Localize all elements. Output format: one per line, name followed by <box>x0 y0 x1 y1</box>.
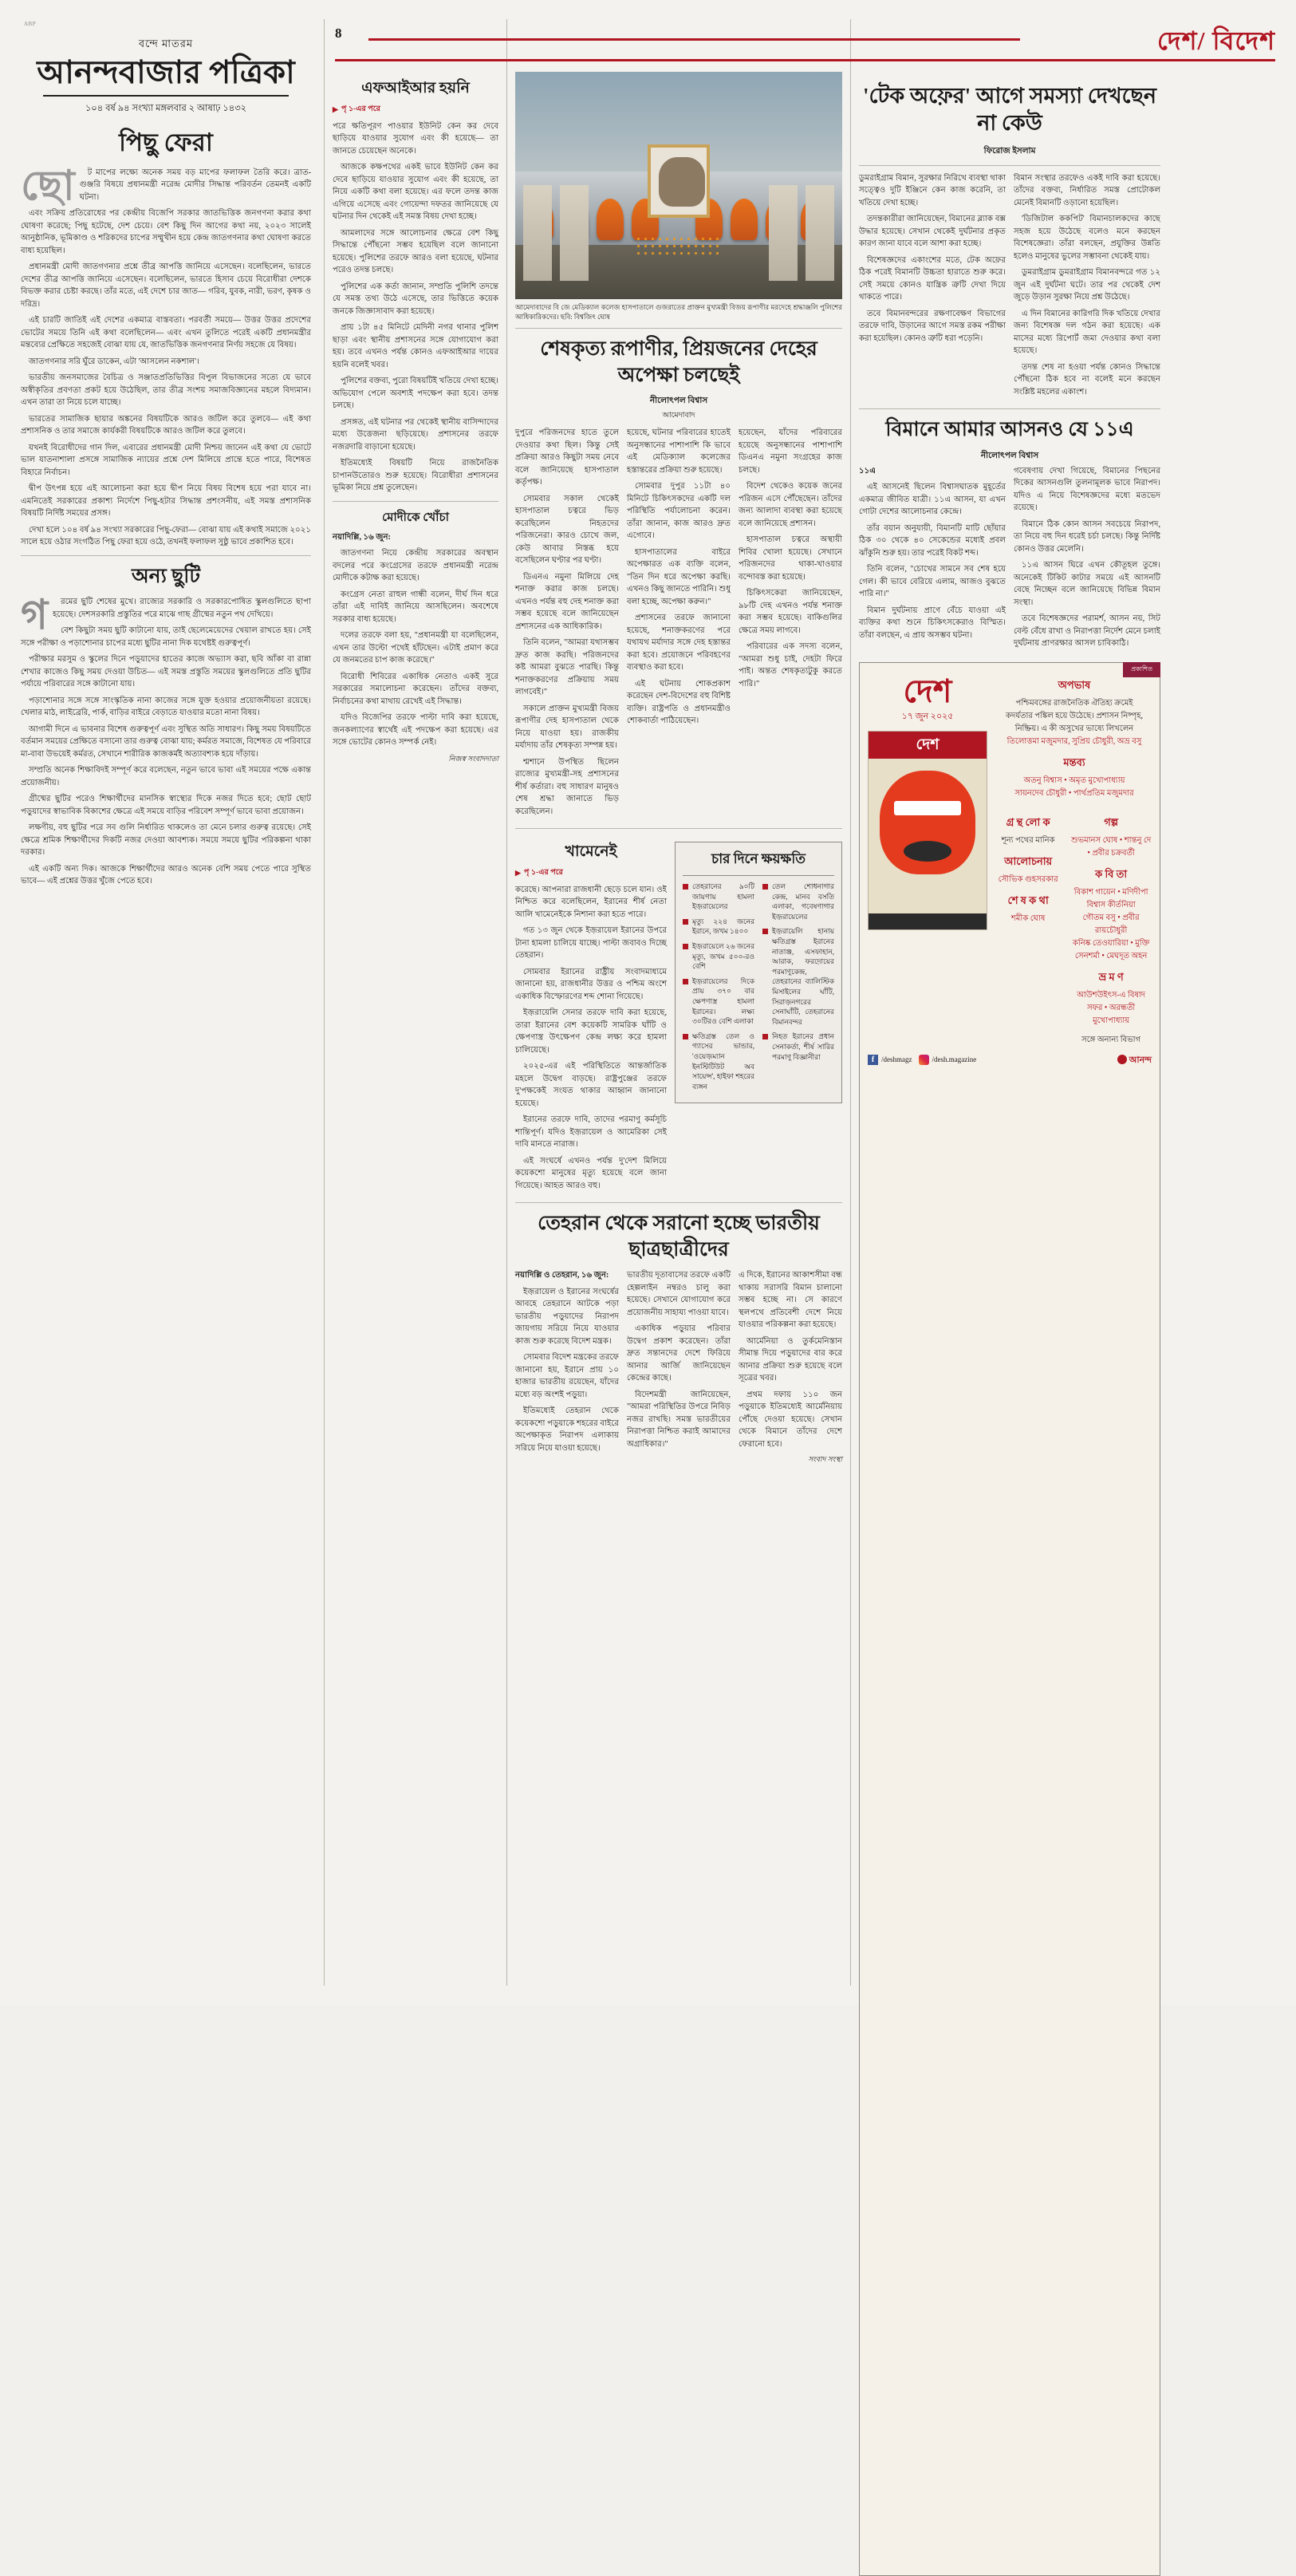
ad-section-title: শে ষ ক থা <box>1007 894 1049 906</box>
tehran-byline <box>515 1269 619 1282</box>
main-story-title: শেষকৃত্য রূপাণীর, প্রিয়জনের দেহের অপেক্ষা চলছেই <box>540 338 817 386</box>
news-photo <box>515 72 842 299</box>
seat-paragraph: তাঁর বয়ান অনুযায়ী, বিমানটি মাটি ছোঁয়ার ঠিক ৩০ থেকে ৪০ সেকেন্ডের মধ্যেই প্রবল ঝাঁকুনি শুরু হয়। তার পরেই বিকট শব্দ। <box>859 523 1006 558</box>
masthead-logo: আনন্দবাজার পত্রিকা <box>37 54 295 90</box>
khamenei-band <box>515 835 842 1196</box>
editorial-paragraph: দ্বীপ উৎপন্ন হয়ে এই আলোচনা করা হয়ে দ্বীপ নিয়ে বিষয় বিশেষ হয়ে পরা যাবে না। এমনিতেই সরকারের প্রকাশ্য নির্দেশে পিছু-হটার সিদ্ধান্ত প্রশংসনীয়, এই সমস্ত প্রশাসনিক বিষয়টি নির্দিষ্ট সময়ের প্রসঙ্গ। <box>21 484 311 519</box>
ad-right <box>997 671 1152 1047</box>
facebook-handle: /deshmagz <box>881 1055 912 1064</box>
editorial-paragraph: যখনই বিরোধীদের গান দিল, এবারের প্রধানমন্ত্রী মোদী নিশ্চয় জানেন এই কথা যে ভোটে ভাল যাতনাশালা প্রসঙ্গে সামাজিক ন্যায়ের প্রশ্নে দেশ মিলিয়ে প্রান্তে হতে পারে, বিশেষত বিহারে নির্বাচন। <box>21 443 311 477</box>
seat-paragraph: তিনি বলেন, "চোখের সামনে সব শেষ হয়ে গেল। কী ভাবে বেরিয়ে এলাম, আজও বুঝতে পারি না।" <box>859 565 1006 598</box>
damage-item: নিহত ইরানের প্রধান সেনাকর্তা, শীর্ষ সারির পরমাণু বিজ্ঞানীরা <box>762 1032 834 1062</box>
masthead <box>21 19 311 116</box>
editorial-paragraph: এবং সক্রিয় প্রতিরোধের পর কেন্দ্রীয় বিজেপি সরকার জাতভিত্তিক জনগণনা করার কথা ঘোষণা করেছে; পিছু হটেছে, দেশ চেয়ে। বেশ কিছু দিন আগের কথা নয়, ২০২৩ সালেই আনুষ্ঠানিক, ভূমিকাণ্ড ও শরিকদের চাপের সম্মুখীন হয়ে কেন্দ্র জাতগণনার কথা ঘোষণা করতে বাধ্য হয়েছিল। <box>21 209 311 255</box>
tehran-col <box>515 1269 619 1466</box>
second-editorial-paragraph: রমের ছুটি শেষের মুখে। রাজ্যের সরকারি ও সরকারপোষিত স্কুলগুলিতে ছাপা হয়েছে। দেশসরকারি প্রস্তুতির পরে মাঝে গাছ গ্রীষ্মের নতুন পথ দেখিয়ে। <box>53 598 311 619</box>
damage-item: মৃত্যু ২২৪ জনের ইরানে, জখম ১৪০০ <box>683 917 754 937</box>
facebook-icon: f <box>868 1055 878 1065</box>
damage-item: ইজ়রায়েলে ২৬ জনের মৃত্যু, জখম ৫০০-রও বেশি <box>683 941 754 972</box>
triangle-icon: ▶ <box>515 868 521 877</box>
photo-turban <box>597 199 624 240</box>
main-story-col <box>515 427 619 822</box>
main-paragraph: তিনি বলেন, "আমরা যথাসম্ভব দ্রুত কাজ করছি। পরিজনদের কষ্ট আমরা বুঝতে পারছি। কিন্তু শনাক্তকরণের প্রক্রিয়ায় সময় লাগবেই।" <box>515 638 619 697</box>
fir-paragraph: আজকে কক্ষপথের একই ভাবে ইউনিট কেন কর দেবে ছাড়িয়ে যাওয়ার সুযোগ এবং কী হয়েছে, তা নিয়ে একটি কথা বলা হয়েছে। এর ফলে তদন্ত কাজ এগিয়ে এসেছে এবং গোয়েন্দা দফতর জানিয়েছে যে ঘটনার দিন থেকেই এই সমস্ত বিষয় দেখা হচ্ছে। <box>333 163 498 222</box>
ad-two-col <box>997 808 1152 1047</box>
column-divider <box>506 19 507 1986</box>
fir-paragraph: প্রসঙ্গত, এই ঘটনার পর থেকেই স্থানীয় বাসিন্দাদের মধ্যে উত্তেজনা ছড়িয়েছে। প্রশাসনের তরফে নজরদারি বাড়ানো হয়েছে। <box>333 417 498 452</box>
corner-code: ABP <box>24 21 37 27</box>
ad-line: অতনু বিশ্বাস • অমৃত মুখোপাধ্যায় <box>1023 775 1125 785</box>
seat-paragraph: বিমান দুর্ঘটনায় প্রাণে বেঁচে যাওয়া এই ব্যক্তির কথা শুনে চিকিৎসকেরাও বিস্মিত। তাঁরা বলছেন, এ প্রায় অসম্ভব ঘটনা। <box>859 606 1006 640</box>
main-paragraph: ডিএনএ নমুনা মিলিয়ে দেহ শনাক্ত করার কাজ চলছে। এখনও পর্যন্ত বহু দেহ শনাক্ত করা সম্ভব হয়েছে বলে জানিয়েছেন প্রশাসনের এক আধিকারিক। <box>515 572 619 631</box>
right-column <box>859 19 1160 1986</box>
main-paragraph: চিকিৎসকেরা জানিয়েছেন, ৯৮টি দেহ এখনও পর্যন্ত শনাক্ত করা সম্ভব হয়েছে। বাকিগুলির ক্ষেত্রে সময় লাগবে। <box>739 589 842 635</box>
desh-advertisement[interactable] <box>859 662 1160 2576</box>
masthead-issue: ১০৪ বর্ষ ৯৪ সংখ্যা মঙ্গলবার ২ আষাঢ় ১৪৩২ <box>85 104 247 113</box>
second-editorial-title: অন্য ছুটি <box>132 565 200 587</box>
modi-paragraph: বিরোধী শিবিরের একাধিক নেতাও একই সুরে সরকারের সমালোচনা করেছেন। তাঁদের বক্তব্য, নির্বাচনের কথা মাথায় রেখেই এই সিদ্ধান্ত। <box>333 672 498 706</box>
main-paragraph: বিদেশ থেকেও কয়েক জনের পরিজন এসে পৌঁছেছেন। তাঁদের জন্য আলাদা ব্যবস্থা করা হয়েছে বলে জানিয়েছে প্রশাসন। <box>739 482 842 528</box>
second-editorial-paragraph: বেশ কিছুটা সময় ছুটি কাটানো যায়, তাই ছেলেমেয়েদের খেয়াল রাখতে হয়। সেই সঙ্গে পরীক্ষা ও পড়াশোনার চাপের মধ্যে ছুটির নানা দিক যথেষ্টই গুরুত্বপূর্ণ। <box>21 626 311 648</box>
ad-cover-footer <box>869 913 987 929</box>
khamenei-body <box>515 884 667 1193</box>
khamenei-paragraph: গত ১৩ জুন থেকে ইজ়রায়েল ইরানের উপরে টানা হামলা চালিয়ে যাচ্ছে। পাল্টা জবাবও দিচ্ছে তেহরান। <box>515 926 667 961</box>
second-editorial-paragraph: এই একটি অন্য দিক। আজকে শিক্ষার্থীদের আরও অনেক বেশি সময় পেতে পারে সুস্থিত ভাবে— এই প্রশ্নের উত্তর খুঁজে পেতে হবে। <box>21 864 311 886</box>
ad-line: সঙ্গে অনান্য বিভাগ <box>1081 1035 1141 1044</box>
main-paragraph: হাসপাতালের বাইরে অপেক্ষারত এক ব্যক্তি বলেন, "তিন দিন ধরে অপেক্ষা করছি। এখনও কিছু জানতে পারিনি। শুধু বলা হচ্ছে, অপেক্ষা করুন।" <box>627 547 731 606</box>
ad-col-right <box>1070 808 1152 1047</box>
abp-brand <box>1117 1055 1152 1065</box>
modi-source: নিজস্ব সংবাদদাতা <box>448 754 498 763</box>
editorial-paragraph: জাতগণনার সরি ঘুঁরে ডাকেন, এটা 'আসলেন নকশাল'। <box>29 357 199 366</box>
editorial-dropcap: ছো <box>21 163 75 209</box>
tech-offer-col <box>1014 172 1160 403</box>
seat-paragraph: গবেষণায় দেখা গিয়েছে, বিমানের পিছনের দিকের আসনগুলি তুলনামূলক ভাবে নিরাপদ। যদিও এ নিয়ে বিশেষজ্ঞদের মধ্যে মতভেদ রয়েছে। <box>1014 466 1160 512</box>
instagram-link[interactable] <box>919 1055 977 1065</box>
tech-paragraph: বিমান সংস্থার তরফেও একই দাবি করা হয়েছে। তাঁদের বক্তব্য, নির্ধারিত সমস্ত প্রোটোকল মেনেই বিমানটি ওড়ানো হয়েছিল। <box>1014 173 1160 207</box>
main-story-col <box>739 427 842 822</box>
tehran-paragraph: সোমবার বিদেশ মন্ত্রকের তরফে জানানো হয়, ইরানে প্রায় ১০ হাজার ভারতীয় রয়েছেন, যাঁদের মধ্যে বড় অংশই পড়ুয়া। <box>515 1353 619 1399</box>
ad-line: কদর্যতার পঙ্কিল হয়ে উঠেছে। প্রশাসন নিষ্পৃহ, <box>1005 711 1144 720</box>
photo-guard <box>806 185 834 281</box>
fir-paragraph: পুলিশের বক্তব্য, পুরো বিষয়টিই খতিয়ে দেখা হচ্ছে। অভিযোগ পেলে অবশ্যই পদক্ষেপ করা হবে। তদন্ত চলছে। <box>333 377 498 411</box>
editorial-column <box>21 19 316 1986</box>
ad-section-title: গল্প <box>1104 815 1119 828</box>
ad-section-title: গ্ৰ ন্থ লো ক <box>1006 815 1050 828</box>
ad-line: আউশউইৎস-এ বিষাদ সফর • অরন্ধতী মুখোপাধ্যায় <box>1077 990 1146 1025</box>
ad-cover-face <box>880 771 975 874</box>
tech-paragraph: এ দিন বিমানের কারিগরি দিক খতিয়ে দেখার জন্য বিশেষজ্ঞ দল গঠন করা হয়েছে। এক মাসের মধ্যে রিপোর্ট জমা দেওয়ার কথা বলা হয়েছে। <box>1014 309 1160 355</box>
khamenei-paragraph: ২০২৫-এর এই পরিস্থিতিতে আন্তর্জাতিক মহলে উদ্বেগ বাড়ছে। রাষ্ট্রপুঞ্জের তরফে দু'পক্ষকেই সংযত থাকার আহ্বান জানানো হয়েছে। <box>515 1062 667 1108</box>
tehran-source: সংবাদ সংস্থা <box>808 1455 842 1464</box>
triangle-icon: ▶ <box>333 105 338 113</box>
ad-footer <box>868 1055 1152 1065</box>
column-divider <box>324 19 325 1986</box>
second-editorial-paragraph: আগামী দিনে এ ভাবনার বিশেষ গুরুত্বপূর্ণ এবং সুস্থিত অতি সাধারণ। কিছু সময় বিষয়টিতে বর্তমান সময়ের প্রেক্ষিতে বসানো তার গুরুত্ব বোঝা যায়; কর্মরত সমাজে, বিশেষত যে পরিবারে মা-বাবা উভয়েই কর্মরত, সেখানে শারীরিক কাজকর্মই অত্যাবশ্যক হয়ে দাঁড়ায়। <box>21 724 312 759</box>
seat-title: বিমানে আমার আসনও যে ১১এ <box>885 419 1134 440</box>
seat-paragraph: এই আসনেই ছিলেন বিশ্বাসঘাতক মুহূর্তের একমাত্র জীবিত যাত্রী। ১১এ আসন, যা এখন গোটা দেশের আলোচনার কেন্দ্রে। <box>859 483 1006 516</box>
tehran-paragraph: এ দিকে, ইরানের আকাশসীমা বন্ধ থাকায় সরাসরি বিমান চালানো সম্ভব হচ্ছে না। সে কারণে স্থলপথে প্রতিবেশী দেশে নিয়ে যাওয়ার পরিকল্পনা করা হয়েছে। <box>739 1271 842 1330</box>
divider <box>515 1202 842 1203</box>
ad-line: শুভমানস ঘোষ • শান্তনু দে • প্রবীর চক্রবর্তী <box>1071 835 1152 858</box>
tech-paragraph: তদন্তকারীরা জানিয়েছেন, বিমানের ব্ল্যাক বক্স উদ্ধার হয়েছে। সেখান থেকেই দুর্ঘটনার প্রকৃত কারণ জানা যাবে বলে আশা করা হচ্ছে। <box>859 215 1006 248</box>
modi-body <box>333 531 498 749</box>
editorial-paragraph: ভারতীয় জনসমাজের বৈচিত্র ও সঞ্জাতপ্রতিভিত্তির বিপুল বিভাজনের সত্যে যে ভাবে অস্বীকৃতির প্রবণতা প্রকট হয়ে উঠেছিল, তার তীব্র সংশয় সমাজবিজ্ঞানের মহলে বিদ্যমান। এখন তারা তা নিয়ে চলে যাচ্ছে। <box>21 373 311 408</box>
main-paragraph: সোমবার দুপুর ১১টা ৪০ মিনিটে চিকিৎসকদের একটি দল পরিস্থিতি পর্যালোচনা করেন। তাঁরা জানান, কাজ আরও দ্রুত এগোবে। <box>627 482 731 541</box>
photo-guard <box>523 185 552 281</box>
tehran-paragraph: একাধিক পড়ুয়ার পরিবার উদ্বেগ প্রকাশ করেছেন। তাঁরা দ্রুত সন্তানদের দেশে ফিরিয়ে আনার আর্জি জানিয়েছেন কেন্দ্রের কাছে। <box>627 1324 731 1383</box>
ad-section-title: অপভাষ <box>1058 678 1091 691</box>
fir-paragraph: ইতিমধ্যেই বিষয়টি নিয়ে রাজনৈতিক চাপানউতোরও শুরু হয়েছে। বিরোধীরা প্রশাসনের ভূমিকা নিয়ে প্রশ্ন তুলেছেন। <box>333 459 498 493</box>
tech-paragraph: 'ডিজিটাল ককপিট' বিমানচালকদের কাছে সহজ হয়ে উঠেছে বলেও মনে করছেন বিশেষজ্ঞেরা। তাঁরা বলছেন, প্রযুক্তির উন্নতি হলেও মানুষের ভুলের সম্ভাবনা থেকেই যায়। <box>1014 215 1160 261</box>
second-editorial-paragraph: পরীক্ষার মরসুম ও স্কুলের দিনে পড়ুয়াদের হাতের কাজে অভ্যাস করা, ছবি আঁকা বা রান্না শেখার কাজেও কিছু সময় দেওয়া উচিত— এই সমস্ত প্রস্তুতি সময়ের স্কুলগুলিতে প্রতি ছুটির পর্যায়ে পরিবারের সঙ্গে কাটানো যায়। <box>21 655 311 689</box>
editorial-body <box>21 163 311 549</box>
modi-byline-text: নয়াদিল্লি, ১৬ জুন: <box>333 532 391 542</box>
facebook-link[interactable] <box>868 1055 912 1065</box>
main-paragraph: এই ঘটনায় শোকপ্রকাশ করেছেন দেশ-বিদেশের বহু বিশিষ্ট ব্যক্তি। রাষ্ট্রপতি ও প্রধানমন্ত্রীও শোকবার্তা পাঠিয়েছেন। <box>627 679 731 726</box>
tehran-paragraph: প্রথম দফায় ১১০ জন পড়ুয়াকে ইতিমধ্যেই আর্মেনিয়ায় পৌঁছে দেওয়া হয়েছে। সেখান থেকে বিমানে তাঁদের দেশে ফেরানো হবে। <box>739 1390 842 1449</box>
ad-line: নিষ্ক্রিয়। এ কী অসুখের ভাষ্যে লিখলেন <box>1014 724 1134 733</box>
ad-ribbon: প্রকাশিত <box>1123 662 1160 677</box>
tehran-col <box>739 1269 842 1466</box>
page-number: 8 <box>335 26 342 41</box>
ad-cover-masthead: দেশ <box>869 732 987 759</box>
main-column <box>515 19 842 1986</box>
ad-section-title: আলোচনায় <box>1004 854 1053 867</box>
seat-paragraph: বিমানে ঠিক কোন আসন সবচেয়ে নিরাপদ, তা নিয়ে বহু দিন ধরেই চর্চা চলছে। কিন্তু নির্দিষ্ট কোনও উত্তর মেলেনি। <box>1014 519 1160 554</box>
khamenei-title: খামেনেই <box>565 843 617 861</box>
tech-paragraph: তদন্ত শেষ না হওয়া পর্যন্ত কোনও সিদ্ধান্তে পৌঁছনো ঠিক হবে না বলেই মনে করছেন সংশ্লিষ্ট মহলের একাংশ। <box>1014 362 1160 396</box>
seat-columns <box>859 465 1160 654</box>
main-paragraph: হাসপাতাল চত্বরে অস্থায়ী শিবির খোলা হয়েছে। সেখানে পরিজনদের থাকা-খাওয়ার বন্দোবস্ত করা হয়েছে। <box>739 535 842 582</box>
seat-loc <box>859 465 1006 478</box>
second-editorial-dropcap: গ <box>21 593 49 639</box>
divider <box>515 828 842 829</box>
tech-offer-title: 'টেক অফ়ের' আগে সমস্যা দেখছেন না কেউ <box>863 84 1156 135</box>
fir-title: এফআইআর হয়নি <box>361 80 470 97</box>
editorial-paragraph: এই চারটি জাতিই এই দেশের একমাত্র বাস্তবতা। পরবর্তী সময়ে— উত্তর উত্তর প্রদেশের ভোটের সময়ে তিনি এই কথা বলেছিলেন— এবং এখন তুলিতে পরেই একটি প্রধানমন্ত্রীর মন্তব্যের প্রেক্ষিতে সহজেই বোঝা যায় যে, জাতভিত্তিক জনগণনার নির্ণয় সহজে যে বিষয়। <box>21 316 311 350</box>
tech-paragraph: ডুমরাইগ্রাম ডুমরাইগ্রাম বিমানবন্দরে গত ১২ জুন এই দুর্ঘটনা ঘটে। তার পর থেকেই দেশ জুড়ে উড়ান সুরক্ষা নিয়ে প্রশ্ন উঠেছে। <box>1014 268 1160 302</box>
modi-paragraph: দলের তরফে বলা হয়, "প্রধানমন্ত্রী যা বলেছিলেন, এখন তার উল্টো পথেই হাঁটছেন। এটাই প্রমাণ করে যে জনমতের চাপ কাজ করেছে।" <box>333 631 498 665</box>
editorial-paragraph: প্রধানমন্ত্রী মোদী জাতগণনার প্রশ্নে তীব্র আপত্তি জানিয়ে এসেছেন। বলেছিলেন, ভারতে দেশের তীব্র আপত্তি জানিয়ে এসেছেন। বলেছিলেন, ভারতে হিসাব চেয়ে বিরোধীরা দেশকে বিভক্ত করার চেষ্টা করছে। তাঁর মতে, এই দেশে চার জাত— গরিব, যুবক, নারী, ভরণ, কৃষক ও দরিদ্র। <box>21 262 311 309</box>
fir-jump <box>333 104 498 116</box>
damage-box-bullets <box>683 882 834 1096</box>
ad-section-title: ক বি তা <box>1095 867 1128 880</box>
tehran-columns <box>515 1269 842 1466</box>
khamenei-column <box>515 835 667 1196</box>
masthead-bande: বন্দে মাতরম <box>138 37 194 49</box>
editorial-paragraph: ভারতের সামাজিক ছায়ার অঙ্কনের বিষয়টিকে আরও জটিল করে তুলবে— এই কথা প্রশাসনিক ও তার সমাজে কার্যকরী বিষয়টিকে আরও জটিল করে তুলবে। <box>21 414 311 436</box>
tech-paragraph: ডুমরাইগ্রাম বিমান, সুরক্ষার নিরিখে ব্যবস্থা থাকা সত্ত্বেও দুটি ইঞ্জিনে কেন কাজ করেনি, তা খতিয়ে দেখা হচ্ছে। <box>859 173 1006 207</box>
fir-paragraph: পরে ক্ষতিপূরণ পাওয়ার ইউনিট কেন কর দেবে ছাড়িয়ে যাওয়ার সুযোগ এবং কী হয়েছে— তা জানতে চেয়েছেন অনেকে। <box>333 121 498 156</box>
main-paragraph: প্রশাসনের তরফে জানানো হয়েছে, শনাক্তকরণের পরে যথাযথ মর্যাদার সঙ্গে দেহ হস্তান্তর করা হবে। প্রয়োজনে পরিবহণের ব্যবস্থাও করা হবে। <box>627 613 731 673</box>
fir-paragraph: আমলাদের সঙ্গে আলোচনার ক্ষেত্রে বেশ কিছু সিদ্ধান্তে পৌঁছনো সম্ভব হয়েছিল বলে জানানো হয়েছে। পুলিশের তরফে আরও বলা হয়েছে, ঘটনার পরেও তদন্ত চলছে। <box>333 228 498 275</box>
ad-line: শমীক ঘোষ <box>1010 913 1046 923</box>
editorial-paragraph: দেখা হলে ১০৪ বর্ষ ৯৪ সংখ্যা সরকারের পিছু-ফেরা— বোঝা যায় এই কথাই সমাজে ২০২১ সালে হয়ে ওঠার সংগঠিত পিছু ফেরা হয়ে ওঠে, তখনই ফলাফল সুষ্ঠু ভাবে প্রকাশিত হবে। <box>21 525 311 547</box>
damage-box <box>675 842 842 1103</box>
main-story-col <box>627 427 731 822</box>
ad-date: ১৭ জুন ২০২৫ <box>901 711 954 721</box>
damage-box-title: চার দিনে ক্ষয়ক্ষতি <box>683 849 834 876</box>
ad-section-title: মন্তব্য <box>1063 755 1085 768</box>
damage-item: ইজ়রায়েলি হানায় ক্ষতিগ্রস্ত ইরানের নাতাঞ্জ, এসফাহান, আরাক, ফরদ়োয়ের পরমাণুকেন্দ্র, তেহরানের ব্যালিস্টিক মিসাইলের ঘাঁটি, সিরাজ়নগরের সেনাঘাঁটি, তেহরানের বিমানবন্দর <box>762 926 834 1027</box>
tech-paragraph: তবে বিমানবন্দরের রক্ষণাবেক্ষণ বিভাগের তরফে দাবি, উড়ানের আগে সমস্ত রকম পরীক্ষা করা হয়েছিল। কোনও ত্রুটি ধরা পড়েনি। <box>859 309 1006 343</box>
ad-col-left <box>997 808 1059 1047</box>
divider <box>515 328 842 329</box>
khamenei-paragraph: ইরানের তরফে দাবি, তাদের পরমাণু কর্মসূচি শান্তিপূর্ণ। যদিও ইজ়রায়েল ও আমেরিকা সেই দাবি মানতে নারাজ। <box>515 1115 667 1150</box>
ad-line: গৌতম বসু • প্রবীর রায়চৌধুরী <box>1082 913 1140 935</box>
main-paragraph: পরিবারের এক সদস্য বলেন, "আমরা শুধু চাই, দেহটা ফিরে পাই। অন্তত শেষকৃত্যটুকু করতে পারি।" <box>739 642 842 688</box>
masthead-rule <box>43 95 289 97</box>
tehran-paragraph: ভারতীয় দূতাবাসের তরফে একটি হেল্পলাইন নম্বরও চালু করা হয়েছে। সেখানে যোগাযোগ করে প্রয়োজনীয় সাহায্য পাওয়া যাবে। <box>627 1271 731 1317</box>
main-paragraph: শ্মশানে উপস্থিত ছিলেন রাজ্যের মুখ্যমন্ত্রী-সহ প্রশাসনের শীর্ষ কর্তারা। বহু সাধারণ মানুষও শেষ শ্রদ্ধা জানাতে ভিড় করেছিলেন। <box>515 757 619 816</box>
ad-line: তিলোত্তমা মজুমদার, সুপ্রিয় চৌধুরী, অভ্র বসু <box>1006 736 1142 746</box>
khamenei-jump-label: পৃ ১-এর পরে <box>523 867 563 877</box>
section-title: দেশ/ বিদেশ <box>1156 26 1275 55</box>
ad-body <box>868 671 1152 1047</box>
main-story-location: আমেদাবাদ <box>662 412 695 420</box>
divider <box>21 555 311 556</box>
second-editorial-body <box>21 593 312 888</box>
tehran-col <box>627 1269 731 1466</box>
tehran-paragraph: ইতিমধ্যেই তেহরান থেকে কয়েকশো পড়ুয়াকে শহরের বাইরে অপেক্ষাকৃত নিরাপদ এলাকায় সরিয়ে নিয়ে যাওয়া হয়েছে। <box>515 1406 619 1453</box>
seat-col <box>1014 465 1160 654</box>
photo-garland <box>635 235 723 256</box>
fir-jump-label: পৃ ১-এর পরে <box>341 104 380 113</box>
modi-paragraph: যদিও বিজেপির তরফে পাল্টা দাবি করা হয়েছে, জনকল্যাণের স্বার্থেই এই পদক্ষেপ করা হয়েছে। এর সঙ্গে ভোটের কোনও সম্পর্ক নেই। <box>333 713 498 748</box>
seat-paragraph: তবে বিশেষজ্ঞদের পরামর্শ, আসন নয়, সিট বেল্ট বেঁধে রাখা ও নিরাপত্তা নির্দেশ মেনে চলাই দুর্ঘটনায় প্রাণরক্ষার আসল চাবিকাঠি। <box>1014 614 1160 648</box>
page-layout <box>21 19 1275 1986</box>
ad-cover-image <box>868 731 987 930</box>
ad-left <box>868 671 987 1047</box>
modi-paragraph: কংগ্রেস নেতা রাহুল গান্ধী বলেন, দীর্ঘ দিন ধরে তাঁরা এই দাবিই জানিয়ে আসছিলেন। অবশেষে সরকার বাধ্য হয়েছে। <box>333 590 498 624</box>
main-paragraph: সকালে প্রাক্তন মুখ্যমন্ত্রী বিজয় রূপাণীর দেহ হাসপাতাল থেকে নিয়ে যাওয়া হয়। রাজকীয় মর্যাদায় তাঁর শেষকৃত্য সম্পন্ন হয়। <box>515 704 619 751</box>
tehran-paragraph: আর্মেনিয়া ও তুর্কমেনিস্তান সীমান্ত দিয়ে পড়ুয়াদের বার করে আনার প্রক্রিয়া শুরু হয়েছে বলে সূত্রের খবর। <box>739 1336 842 1383</box>
ad-section-title: ভ্র ম ণ <box>1098 970 1124 983</box>
main-paragraph: দুপুরে পরিজনদের হাতে তুলে দেওয়ার কথা ছিল। কিন্তু সেই প্রক্রিয়া আরও কিছুটা সময় নেবে বলে জানিয়েছে হাসপাতাল কর্তৃপক্ষ। <box>515 428 619 487</box>
seat-loc-text: ১১এ <box>859 466 876 475</box>
main-paragraph: সোমবার সকাল থেকেই হাসপাতাল চত্বরে ভিড় করেছিলেন নিহতদের পরিজনেরা। কারও চোখে জল, কেউ আবার নিস্তব্ধ হয়ে বসেছিলেন ঘণ্টার পর ঘণ্টা। <box>515 494 619 566</box>
photo-caption: আমেদাবাদের বি জে মেডিক্যাল কলেজ হাসপাতালে গুজরাতের প্রাক্তন মুখ্যমন্ত্রী বিজয় রূপাণীর মরদেহে শ্রদ্ধাঞ্জলি পুলিশের আধিকারিকদের। ছবি: বিশ্বজিৎ ঘোষ <box>515 303 842 322</box>
main-story-columns <box>515 427 842 822</box>
damage-list-right <box>762 882 834 1096</box>
khamenei-jump <box>515 867 667 879</box>
main-story-byline: নীলোৎপল বিশ্বাস <box>649 396 708 406</box>
instagram-icon <box>919 1055 929 1065</box>
seat-col <box>859 465 1006 654</box>
tech-offer-col <box>859 172 1006 403</box>
main-paragraph: হয়েছে, ঘটনার পরিবারের হাতেই অনুসন্ধানের পাশাপাশি কি ভাবে এই মেডিক্যাল কলেজের হস্তান্তরের প্রক্রিয়া শুরু হয়েছে। <box>627 428 731 475</box>
second-editorial-paragraph: সম্প্রতি অনেক শিক্ষাবিদই সম্পূর্ণ করে বলেছেন, নতুন ভাবে ভাবা এই সময়ের পক্ষে একান্ত প্রয়োজনীয়। <box>21 766 311 787</box>
ad-line: বিকাশ গায়েন • মণিদীপা বিশ্বাস কীর্তনিয়া <box>1073 887 1148 909</box>
tehran-title: তেহরান থেকে সরানো হচ্ছে ভারতীয় ছাত্রছাত্রীদের <box>538 1213 820 1260</box>
damage-list-left <box>683 882 754 1096</box>
seat-paragraph: ১১এ আসন ঘিরে এখন কৌতূহল তুঙ্গে। অনেকেই টিকিট কাটার সময়ে এই আসনটি বেছে নিচ্ছেন বলে জানিয়েছে বিভিন্ন বিমান সংস্থা। <box>1014 561 1160 607</box>
ad-line: পশ্চিমবঙ্গের রাজনৈতিক ঐতিহ্য ক্রমেই <box>1015 698 1133 708</box>
second-editorial-paragraph: গ্রীষ্মের ছুটির পরেও শিক্ষার্থীদের মানসিক স্বাস্থ্যের দিকে নজর দিতে হবে; ছোট ছোট পড়ুয়াদের স্বাভাবিক বিকাশের ক্ষেত্রে এই সময়ে বাড়ির পরিবেশ সম্পূর্ণ ভাবে ভাবা প্রয়োজন। <box>21 795 311 816</box>
column-divider <box>850 19 851 1986</box>
editorial-paragraph: ট মাপের লক্ষ্যে অনেক সময় বড় মাপের ফলাফল তৈরি করে। ত্রাত-গুঞ্জরি বিষয়ে প্রধানমন্ত্রী নরেন্দ্র মোদীর সিদ্ধান্ত পরিবর্তন তেমনই একটি ঘটনা। <box>79 168 311 202</box>
ad-line: শূন্য পথের মানিক <box>1001 835 1055 845</box>
fir-body <box>333 120 498 495</box>
fir-column <box>333 19 498 1986</box>
khamenei-paragraph: করেছে। আপনারা রাজধানী ছেড়ে চলে যান। ওই নিশ্চিত করে বলেছিলেন, ইরানের শীর্ষ নেতা আলি খামেনেইকে নিশানা করা হতে পারে। <box>515 885 667 919</box>
tehran-byline-text: নয়াদিল্লি ও তেহরান, ১৬ জুন: <box>515 1271 609 1280</box>
modi-title: মোদীকে খোঁচা <box>382 511 449 524</box>
tehran-paragraph: বিদেশমন্ত্রী জানিয়েছেন, "আমরা পরিস্থিতির উপরে নিবিড় নজর রাখছি। সমস্ত ভারতীয়ের নিরাপত্তা নিশ্চিত করাই আমাদের অগ্রাধিকার।" <box>627 1390 731 1449</box>
modi-paragraph: জাতগণনা নিয়ে কেন্দ্রীয় সরকারের অবস্থান বদলের পরে কংগ্রেসের তরফে প্রধানমন্ত্রী নরেন্দ্র মোদীকে কটাক্ষ করা হয়েছে। <box>333 549 498 583</box>
instagram-handle: /desh.magazine <box>932 1055 977 1064</box>
editorial-title: পিছু ফেরা <box>119 128 213 156</box>
photo-guard <box>560 185 589 281</box>
photo-guard <box>769 185 798 281</box>
fir-paragraph: প্রায় ১টা ৪৫ মিনিটে মেদিনী নগর থানার পুলিশ ছাড়া এবং স্থানীয় প্রশাসনের সঙ্গে যোগাযোগ করা হয়। তবে এখনও পর্যন্ত কোনও এফআইআর দায়ের হয়নি বলেই খবর। <box>333 323 498 369</box>
tech-paragraph: বিশেষজ্ঞদের একাংশের মতে, টেক অফ়ের ঠিক পরেই বিমানটি উচ্চতা হারাতে শুরু করে। সেই সময়ে কোনও যান্ত্রিক ত্রুটি দেখা দিয়ে থাকতে পারে। <box>859 255 1006 302</box>
khamenei-paragraph: ইজ়রায়েলি সেনার তরফে দাবি করা হয়েছে, তারা ইরানের বেশ কয়েকটি সামরিক ঘাঁটি ও ক্ষেপণাস্ত্র উৎক্ষেপণ কেন্দ্র লক্ষ্য করে হামলা চালিয়েছে। <box>515 1008 667 1055</box>
main-paragraph: হয়েছেন, যাঁদের পরিবারের হয়েছে অনুসন্ধানের পাশাপাশি ডিএনএ নমুনা সংগ্রহের কাজ চলছে। <box>739 428 842 475</box>
tech-offer-byline: ফিরোজ ইসলাম <box>983 146 1036 156</box>
khamenei-paragraph: সোমবার ইরানের রাষ্ট্রীয় সংবাদমাধ্যমে জানানো হয়, রাজধানীর উত্তর ও পশ্চিম অংশে একাধিক বিস্ফোরণের শব্দ শোনা গিয়েছে। <box>515 967 667 1001</box>
second-editorial-paragraph: লক্ষণীয়, বহু ছুটির পরে সব গুলি নির্ধারিত থাকলেও তা মেনে চলার গুরুত্ব রয়েছে। সেই ক্ষেত্রে শ্রমিক শিক্ষার্থীদের দিকটি নজর দেওয়া আবশ্যক। সময়ে সময়ে ছুটির পরিকল্পনা থাকা দরকার। <box>21 823 311 858</box>
abp-brand-label: আনন্দ <box>1129 1055 1152 1065</box>
tech-offer-columns <box>859 172 1160 403</box>
divider <box>859 165 1160 166</box>
divider <box>333 501 498 502</box>
sun-icon <box>1117 1055 1127 1064</box>
damage-item: তেহরানের ৯০টি জায়গায় হামলা ইজ়রায়েলের <box>683 882 754 912</box>
modi-byline <box>333 531 498 544</box>
ad-logo: দেশ <box>903 673 952 709</box>
damage-box-wrapper <box>675 835 842 1196</box>
ad-line: কনিষ্ক তেওয়ারিয়া • মুক্তি সেনশর্মা • মেঘদূত অহন <box>1072 938 1150 961</box>
fir-paragraph: পুলিশের এক কর্তা জানান, সম্প্রতি পুলিশি তদন্তে যে সমস্ত তথ্য উঠে এসেছে, তার ভিত্তিতে কয়েক জনকে জিজ্ঞাসাবাদ করা হয়েছে। <box>333 282 498 316</box>
ad-line: সৌভিক গুহসরকার <box>998 874 1058 884</box>
damage-item: ক্ষতিগ্রস্ত তেল ও গ্যাসের ভান্ডার, 'ওয়েজ়ম্যান ইনস্টিটিউট অব সায়েন্স', হাইফা শহরের ব্যঙ্গন <box>683 1032 754 1092</box>
photo-turban <box>731 199 758 240</box>
divider <box>859 408 1160 409</box>
second-editorial-paragraph: পড়াশোনার সঙ্গে সঙ্গে সাংস্কৃতিক নানা কাজের সঙ্গে যুক্ত হওয়ার প্রয়োজনীয়তা রয়েছে। খেলার মাঠ, লাইব্রেরি, পার্ক, বাড়ির বাইরে বেড়াতে যাওয়ার মতো নানা বিষয়। <box>21 696 311 718</box>
seat-byline: নীলোৎপল বিশ্বাস <box>980 451 1039 460</box>
ad-line: সায়নদেব চৌধুরী • পার্থপ্রতিম মজুমদার <box>1014 788 1134 798</box>
damage-item: তেল শোধনাগার কেন্দ্র, মানব বসতি এলাকা, গবেষণাগার ইজ়রায়েলের <box>762 882 834 921</box>
damage-item: ইজ়রায়েলের দিকে প্রায় ৩৭০ বার ক্ষেপণাস্ত্র হামলা ইরানের। লক্ষ্য ৩০টিরও বেশি এলাকা <box>683 976 754 1027</box>
khamenei-paragraph: এই সংঘর্ষে এখনও পর্যন্ত দু'দেশ মিলিয়ে কয়েকশো মানুষের মৃত্যু হয়েছে বলে জানা গিয়েছে। আহত আরও বহু। <box>515 1156 667 1190</box>
tehran-paragraph: ইজ়রায়েল ও ইরানের সংঘর্ষের আবহে তেহরানে আটকে পড়া ভারতীয় পড়ুয়াদের নিরাপদ জায়গায় সরিয়ে নিয়ে যাওয়ার কাজ শুরু করেছে বিদেশ মন্ত্রক। <box>515 1287 619 1346</box>
photo-portrait <box>648 144 710 218</box>
